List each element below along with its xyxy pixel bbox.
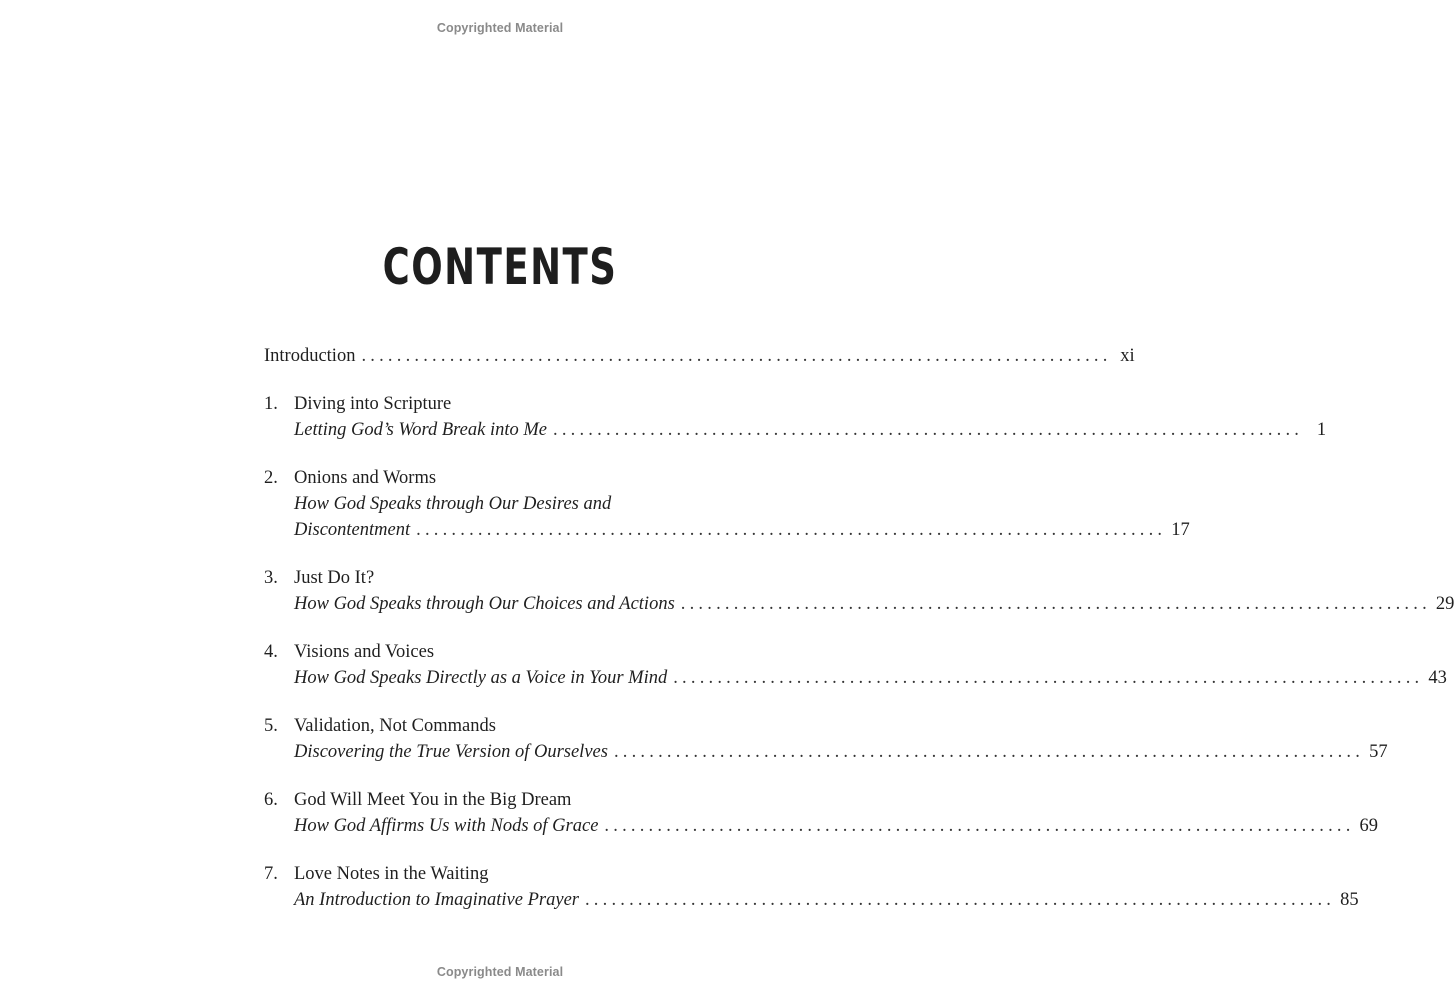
chapter-title: Validation, Not Commands [294, 716, 496, 736]
chapter-subtitle: Discontentment [294, 520, 411, 540]
chapter-title: Diving into Scripture [294, 394, 452, 414]
copyright-watermark-top: Copyrighted Material [436, 21, 564, 35]
table-of-contents [264, 343, 1454, 913]
chapter-page-number: 69 [1359, 816, 1379, 836]
chapter-number: 2. [264, 468, 278, 488]
chapter-subtitle: Discovering the True Version of Ourselves [294, 742, 608, 762]
toc-line [264, 343, 1135, 369]
chapter-title: Just Do It? [294, 568, 375, 588]
dot-leader: ..................................................................................... [416, 520, 1167, 540]
chapter-body [264, 861, 1359, 913]
chapter-body [264, 391, 1327, 443]
chapter-subtitle: How God Speaks through Our Choices and Actions [294, 594, 675, 614]
copyright-watermark-bottom: Copyrighted Material [436, 965, 564, 979]
chapter-number: 3. [264, 568, 278, 588]
toc-entry-chapter-2 [264, 465, 1190, 543]
chapter-title: Onions and Worms [294, 468, 437, 488]
introduction-label: Introduction [264, 346, 356, 366]
chapter-subtitle-row [294, 517, 1190, 543]
chapter-body [264, 713, 1388, 765]
introduction-page-number: xi [1120, 346, 1135, 366]
chapter-number: 1. [264, 394, 278, 414]
chapter-title: Visions and Voices [294, 642, 435, 662]
chapter-subtitle: How God Affirms Us with Nods of Grace [294, 816, 599, 836]
chapter-number: 6. [264, 790, 278, 810]
chapter-title: God Will Meet You in the Big Dream [294, 790, 572, 810]
dot-leader: ..................................................................................... [553, 420, 1304, 440]
chapter-number: 4. [264, 642, 278, 662]
chapter-body [264, 787, 1379, 839]
chapter-subtitle: Letting God’s Word Break into Me [294, 420, 547, 440]
toc-entry-chapter-6 [264, 787, 1379, 839]
dot-leader: ..................................................................................... [673, 668, 1424, 688]
toc-entry-chapter-3 [264, 565, 1454, 617]
chapter-subtitle-row [294, 739, 1388, 765]
dot-leader: ..................................................................................... [604, 816, 1355, 836]
dot-leader: ..................................................................................... [361, 346, 1112, 366]
toc-entry-chapter-1 [264, 391, 1327, 443]
chapter-subtitle-row [294, 665, 1447, 691]
page-title: CONTENTS [382, 238, 618, 296]
toc-entry-chapter-5 [264, 713, 1388, 765]
toc-entry-chapter-7 [264, 861, 1359, 913]
chapter-body [264, 465, 1190, 543]
toc-entry-chapter-4 [264, 639, 1447, 691]
chapter-subtitle-row [294, 813, 1379, 839]
chapter-page-number: 57 [1369, 742, 1388, 762]
dot-leader: ..................................................................................... [680, 594, 1431, 614]
chapter-subtitle-row [294, 417, 1327, 443]
chapter-page-number: 29 [1435, 594, 1454, 614]
chapter-number: 7. [264, 864, 278, 884]
chapter-page-number: 43 [1428, 668, 1447, 688]
chapter-number: 5. [264, 716, 278, 736]
chapter-page-number: 1 [1316, 420, 1327, 440]
dot-leader: ..................................................................................... [584, 890, 1336, 910]
chapter-body [264, 565, 1454, 617]
chapter-subtitle: How God Speaks Directly as a Voice in Your Mind [294, 668, 668, 688]
dot-leader: ..................................................................................... [613, 742, 1365, 762]
chapter-page-number: 17 [1171, 520, 1190, 540]
chapter-subtitle-row [294, 591, 1454, 617]
toc-entry-introduction [264, 343, 1135, 369]
chapter-title: Love Notes in the Waiting [294, 864, 489, 884]
chapter-page-number: 85 [1340, 890, 1359, 910]
chapter-body [264, 639, 1447, 691]
chapter-subtitle: An Introduction to Imaginative Prayer [294, 890, 579, 910]
chapter-subtitle-line: How God Speaks through Our Desires and [294, 494, 612, 514]
chapter-subtitle-row [294, 887, 1359, 913]
